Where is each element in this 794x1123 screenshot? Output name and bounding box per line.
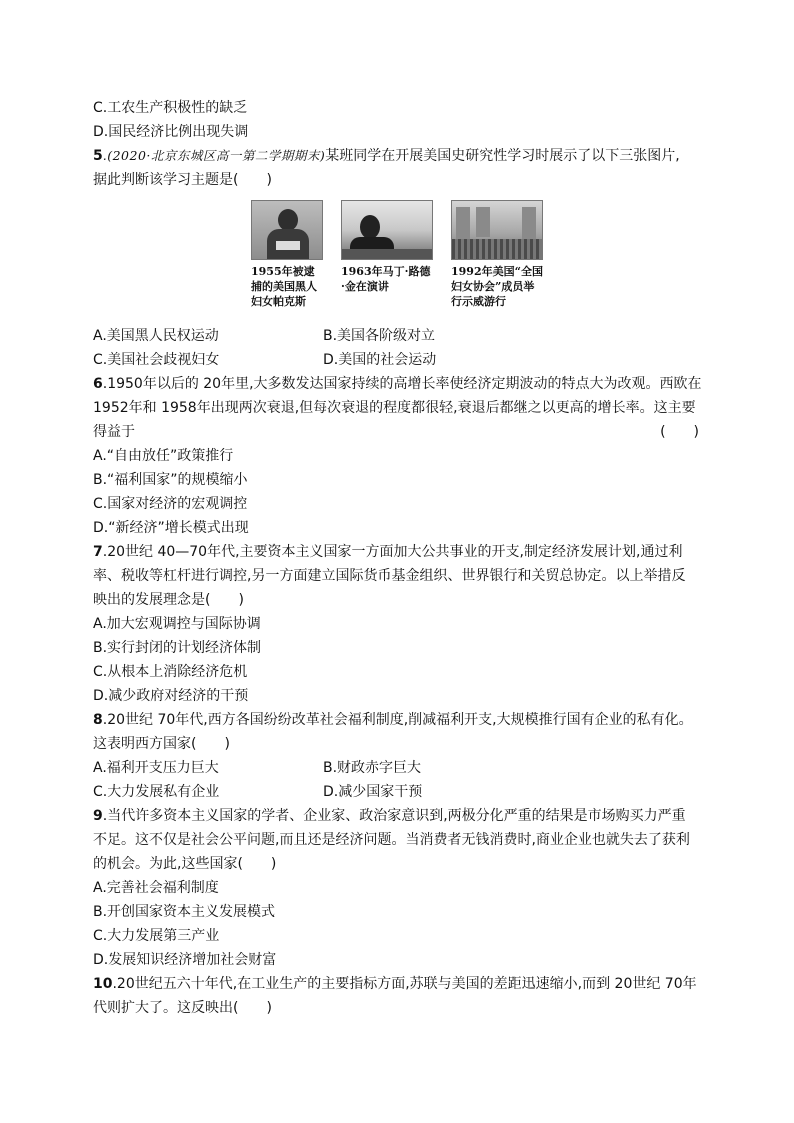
q9-stem-text: .当代许多资本主义国家的学者、企业家、政治家意识到,两极分化严重的结果是市场购买力严重 — [102, 808, 686, 824]
q5-option-b: B.美国各阶级对立 — [323, 328, 436, 344]
q6-answer-blank: ( ) — [660, 424, 699, 440]
q5-option-a: A.美国黑人民权运动 — [93, 328, 219, 344]
q6-stem-line-2: 1952年和 1958年出现两次衰退,但每次衰退的程度都很轻,衰退后都继之以更高的增长率。这主要 — [93, 400, 696, 416]
figure-caption: 1963年马丁·路德·金在演讲 — [341, 265, 431, 293]
q8-option-b: B.财政赤字巨大 — [323, 760, 422, 776]
q5-number: 5 — [93, 148, 103, 164]
q9-option-d: D.发展知识经济增加社会财富 — [93, 952, 277, 968]
q5-option-d: D.美国的社会运动 — [323, 352, 437, 368]
figure-caption: 1992年美国“全国妇女协会”成员举行示威游行 — [451, 265, 543, 308]
q10-stem-line-1 — [93, 972, 703, 996]
q9-option-c: C.大力发展第三产业 — [93, 928, 220, 944]
q9-number: 9 — [93, 808, 103, 824]
figure-caption: 1955年被逮捕的美国黑人妇女帕克斯 — [251, 265, 317, 308]
q6-stem-end: 得益于 — [93, 424, 135, 440]
q6-stem-text: .1950年以后的 20年里,大多数发达国家持续的高增长率使经济定期波动的特点大为改观。西欧在 — [102, 376, 702, 392]
q4-option-c: C.工农生产积极性的缺乏 — [93, 100, 248, 116]
q5-options-row-1 — [93, 324, 703, 348]
q9-stem-line-1 — [93, 804, 703, 828]
q7-option-b: B.实行封闭的计划经济体制 — [93, 640, 262, 656]
q8-stem-text: .20世纪 70年代,西方各国纷纷改革社会福利制度,削减福利开支,大规模推行国有企业的私有化。 — [102, 712, 693, 728]
q8-option-c: C.大力发展私有企业 — [93, 784, 220, 800]
q8-stem-line-2: 这表明西方国家( ) — [93, 736, 230, 752]
exam-page — [93, 96, 703, 1020]
q8-stem-line-1 — [93, 708, 703, 732]
figure-king — [341, 200, 433, 318]
q8-number: 8 — [93, 712, 103, 728]
q7-stem-line-1 — [93, 540, 703, 564]
king-photo — [341, 200, 433, 260]
q6-option-c: C.国家对经济的宏观调控 — [93, 496, 248, 512]
q8-options-row-2 — [93, 780, 703, 804]
figure-parks — [251, 200, 323, 318]
q6-option-d: D.“新经济”增长模式出现 — [93, 520, 249, 536]
q5-figures — [251, 200, 703, 318]
q5-stem-line-2: 据此判断该学习主题是( ) — [93, 172, 272, 188]
q6-option-a: A.“自由放任”政策推行 — [93, 448, 234, 464]
q9-stem-line-3: 的机会。为此,这些国家( ) — [93, 856, 277, 872]
q5-option-c: C.美国社会歧视妇女 — [93, 352, 220, 368]
q10-number: 10 — [93, 976, 113, 992]
march-photo — [451, 200, 543, 260]
q10-stem-text: .20世纪五六十年代,在工业生产的主要指标方面,苏联与美国的差距迅速缩小,而到 20世纪 70年 — [112, 976, 697, 992]
q10-stem-line-2: 代则扩大了。这反映出( ) — [93, 1000, 272, 1016]
q8-option-a: A.福利开支压力巨大 — [93, 760, 219, 776]
q6-stem-line-3 — [93, 420, 703, 444]
q7-option-d: D.减少政府对经济的干预 — [93, 688, 249, 704]
q5-stem-line-1 — [93, 144, 703, 168]
q8-option-d: D.减少国家干预 — [323, 784, 423, 800]
q7-number: 7 — [93, 544, 103, 560]
q7-stem-line-3: 映出的发展理念是( ) — [93, 592, 244, 608]
parks-photo — [251, 200, 323, 260]
q7-stem-line-2: 率、税收等杠杆进行调控,另一方面建立国际货币基金组织、世界银行和关贸总协定。以上举措反 — [93, 568, 686, 584]
q7-stem-text: .20世纪 40—70年代,主要资本主义国家一方面加大公共事业的开支,制定经济发展计划,通过利 — [102, 544, 683, 560]
q6-stem-line-1 — [93, 372, 703, 396]
q5-source: .(2020·北京东城区高一第二学期期末) — [102, 148, 326, 163]
q4-option-d: D.国民经济比例出现失调 — [93, 124, 249, 140]
q6-option-b: B.“福利国家”的规模缩小 — [93, 472, 248, 488]
q6-number: 6 — [93, 376, 103, 392]
q7-option-c: C.从根本上消除经济危机 — [93, 664, 248, 680]
q9-option-b: B.开创国家资本主义发展模式 — [93, 904, 276, 920]
q7-option-a: A.加大宏观调控与国际协调 — [93, 616, 261, 632]
q9-stem-line-2: 不足。这不仅是社会公平问题,而且还是经济问题。当消费者无钱消费时,商业企业也就失去了获利 — [93, 832, 690, 848]
figure-march — [451, 200, 543, 318]
q8-options-row-1 — [93, 756, 703, 780]
q9-option-a: A.完善社会福利制度 — [93, 880, 219, 896]
q5-stem-text: 某班同学在开展美国史研究性学习时展示了以下三张图片, — [325, 148, 680, 164]
q5-options-row-2 — [93, 348, 703, 372]
